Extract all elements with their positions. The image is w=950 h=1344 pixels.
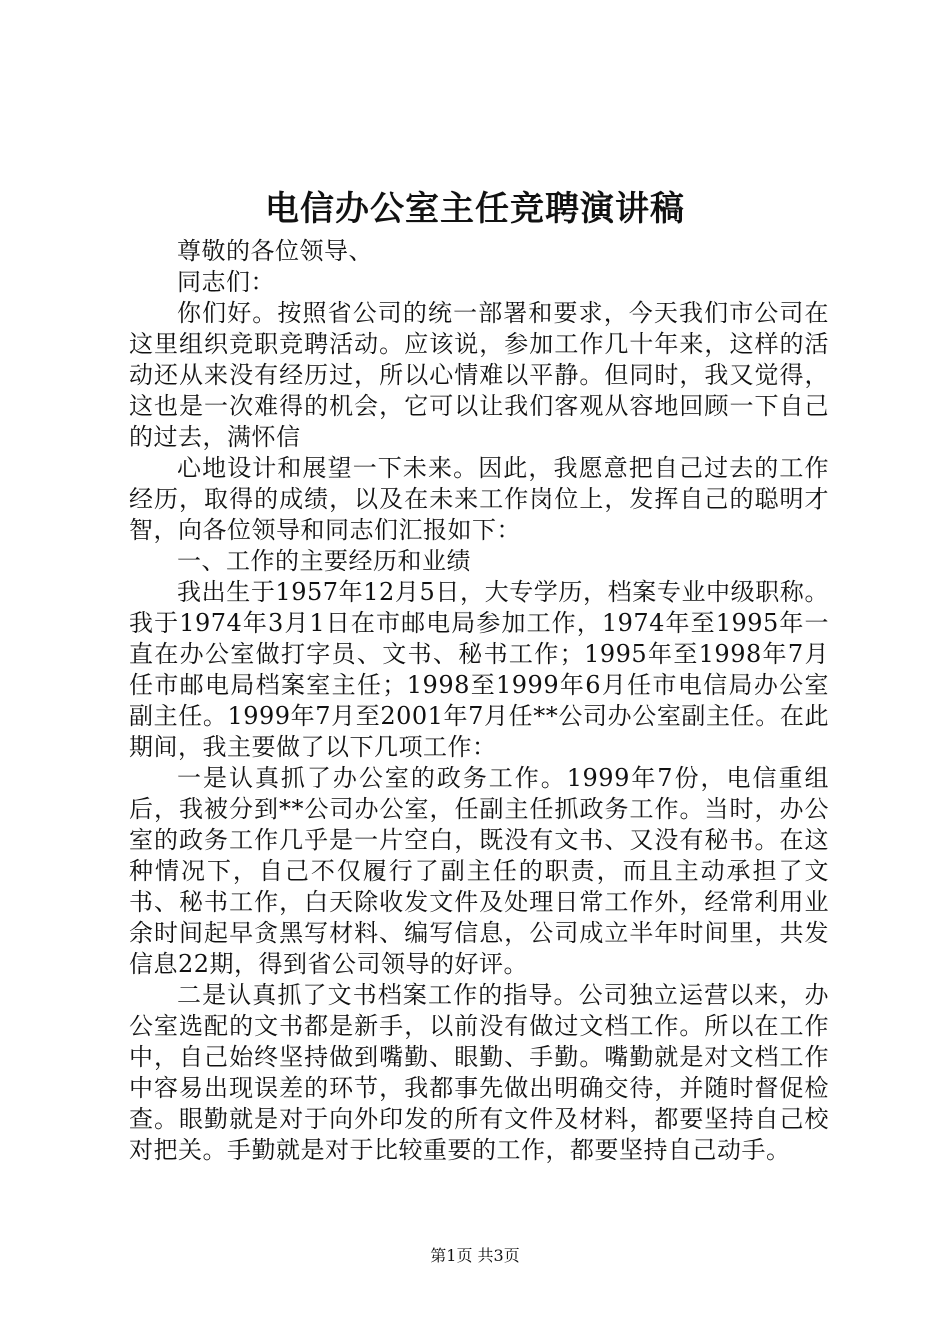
paragraph-work-two: 二是认真抓了文书档案工作的指导。公司独立运营以来，办公室选配的文书都是新手，以前没有做过文档工作。所以在工作中，自己始终坚持做到嘴勤、眼勤、手勤。嘴勤就是对文档工作中容易出现误差的环节，我都事先做出明确交待，并随时督促检查。眼勤就是对于向外印发的所有文件及材料，都要坚持自己校对把关。手勤就是对于比较重要的工作，都要坚持自己动手。 — [129, 981, 829, 1164]
salutation-line-2: 同志们： — [177, 268, 275, 296]
paragraph-intro-continued: 心地设计和展望一下未来。因此，我愿意把自己过去的工作经历，取得的成绩，以及在未来工作岗位上，发挥自己的聪明才智，向各位领导和同志们汇报如下： — [129, 454, 829, 544]
document-body — [129, 236, 829, 1166]
paragraph-work-one: 一是认真抓了办公室的政务工作。1999年7份，电信重组后，我被分到**公司办公室，任副主任抓政务工作。当时，办公室的政务工作几乎是一片空白，既没有文书、又没有秘书。在这种情况下，自己不仅履行了副主任的职责，而且主动承担了文书、秘书工作，白天除收发文件及处理日常工作外，经常利用业余时间起早贪黑写材料、编写信息，公司成立半年时间里，共发信息22期，得到省公司领导的好评。 — [129, 764, 829, 978]
paragraph-experience: 我出生于1957年12月5日，大专学历，档案专业中级职称。我于1974年3月1日在市邮电局参加工作，1974年至1995年一直在办公室做打字员、文书、秘书工作；1995年至1998年7月任市邮电局档案室主任；1998至1999年6月任市电信局办公室副主任。1999年7月至2001年7月任**公司办公室副主任。在此期间，我主要做了以下几项工作： — [129, 578, 829, 761]
document-title: 电信办公室主任竞聘演讲稿 — [265, 189, 685, 229]
paragraph-intro: 你们好。按照省公司的统一部署和要求，今天我们市公司在这里组织竞职竞聘活动。应该说，参加工作几十年来，这样的活动还从来没有经历过，所以心情难以平静。但同时，我又觉得，这也是一次难得的机会，它可以让我们客观从容地回顾一下自己的过去，满怀信 — [129, 299, 829, 451]
section-heading: 一、工作的主要经历和业绩 — [177, 547, 471, 575]
salutation-line-1: 尊敬的各位领导、 — [177, 237, 373, 265]
page-footer: 第1页 共3页 — [430, 1246, 520, 1265]
